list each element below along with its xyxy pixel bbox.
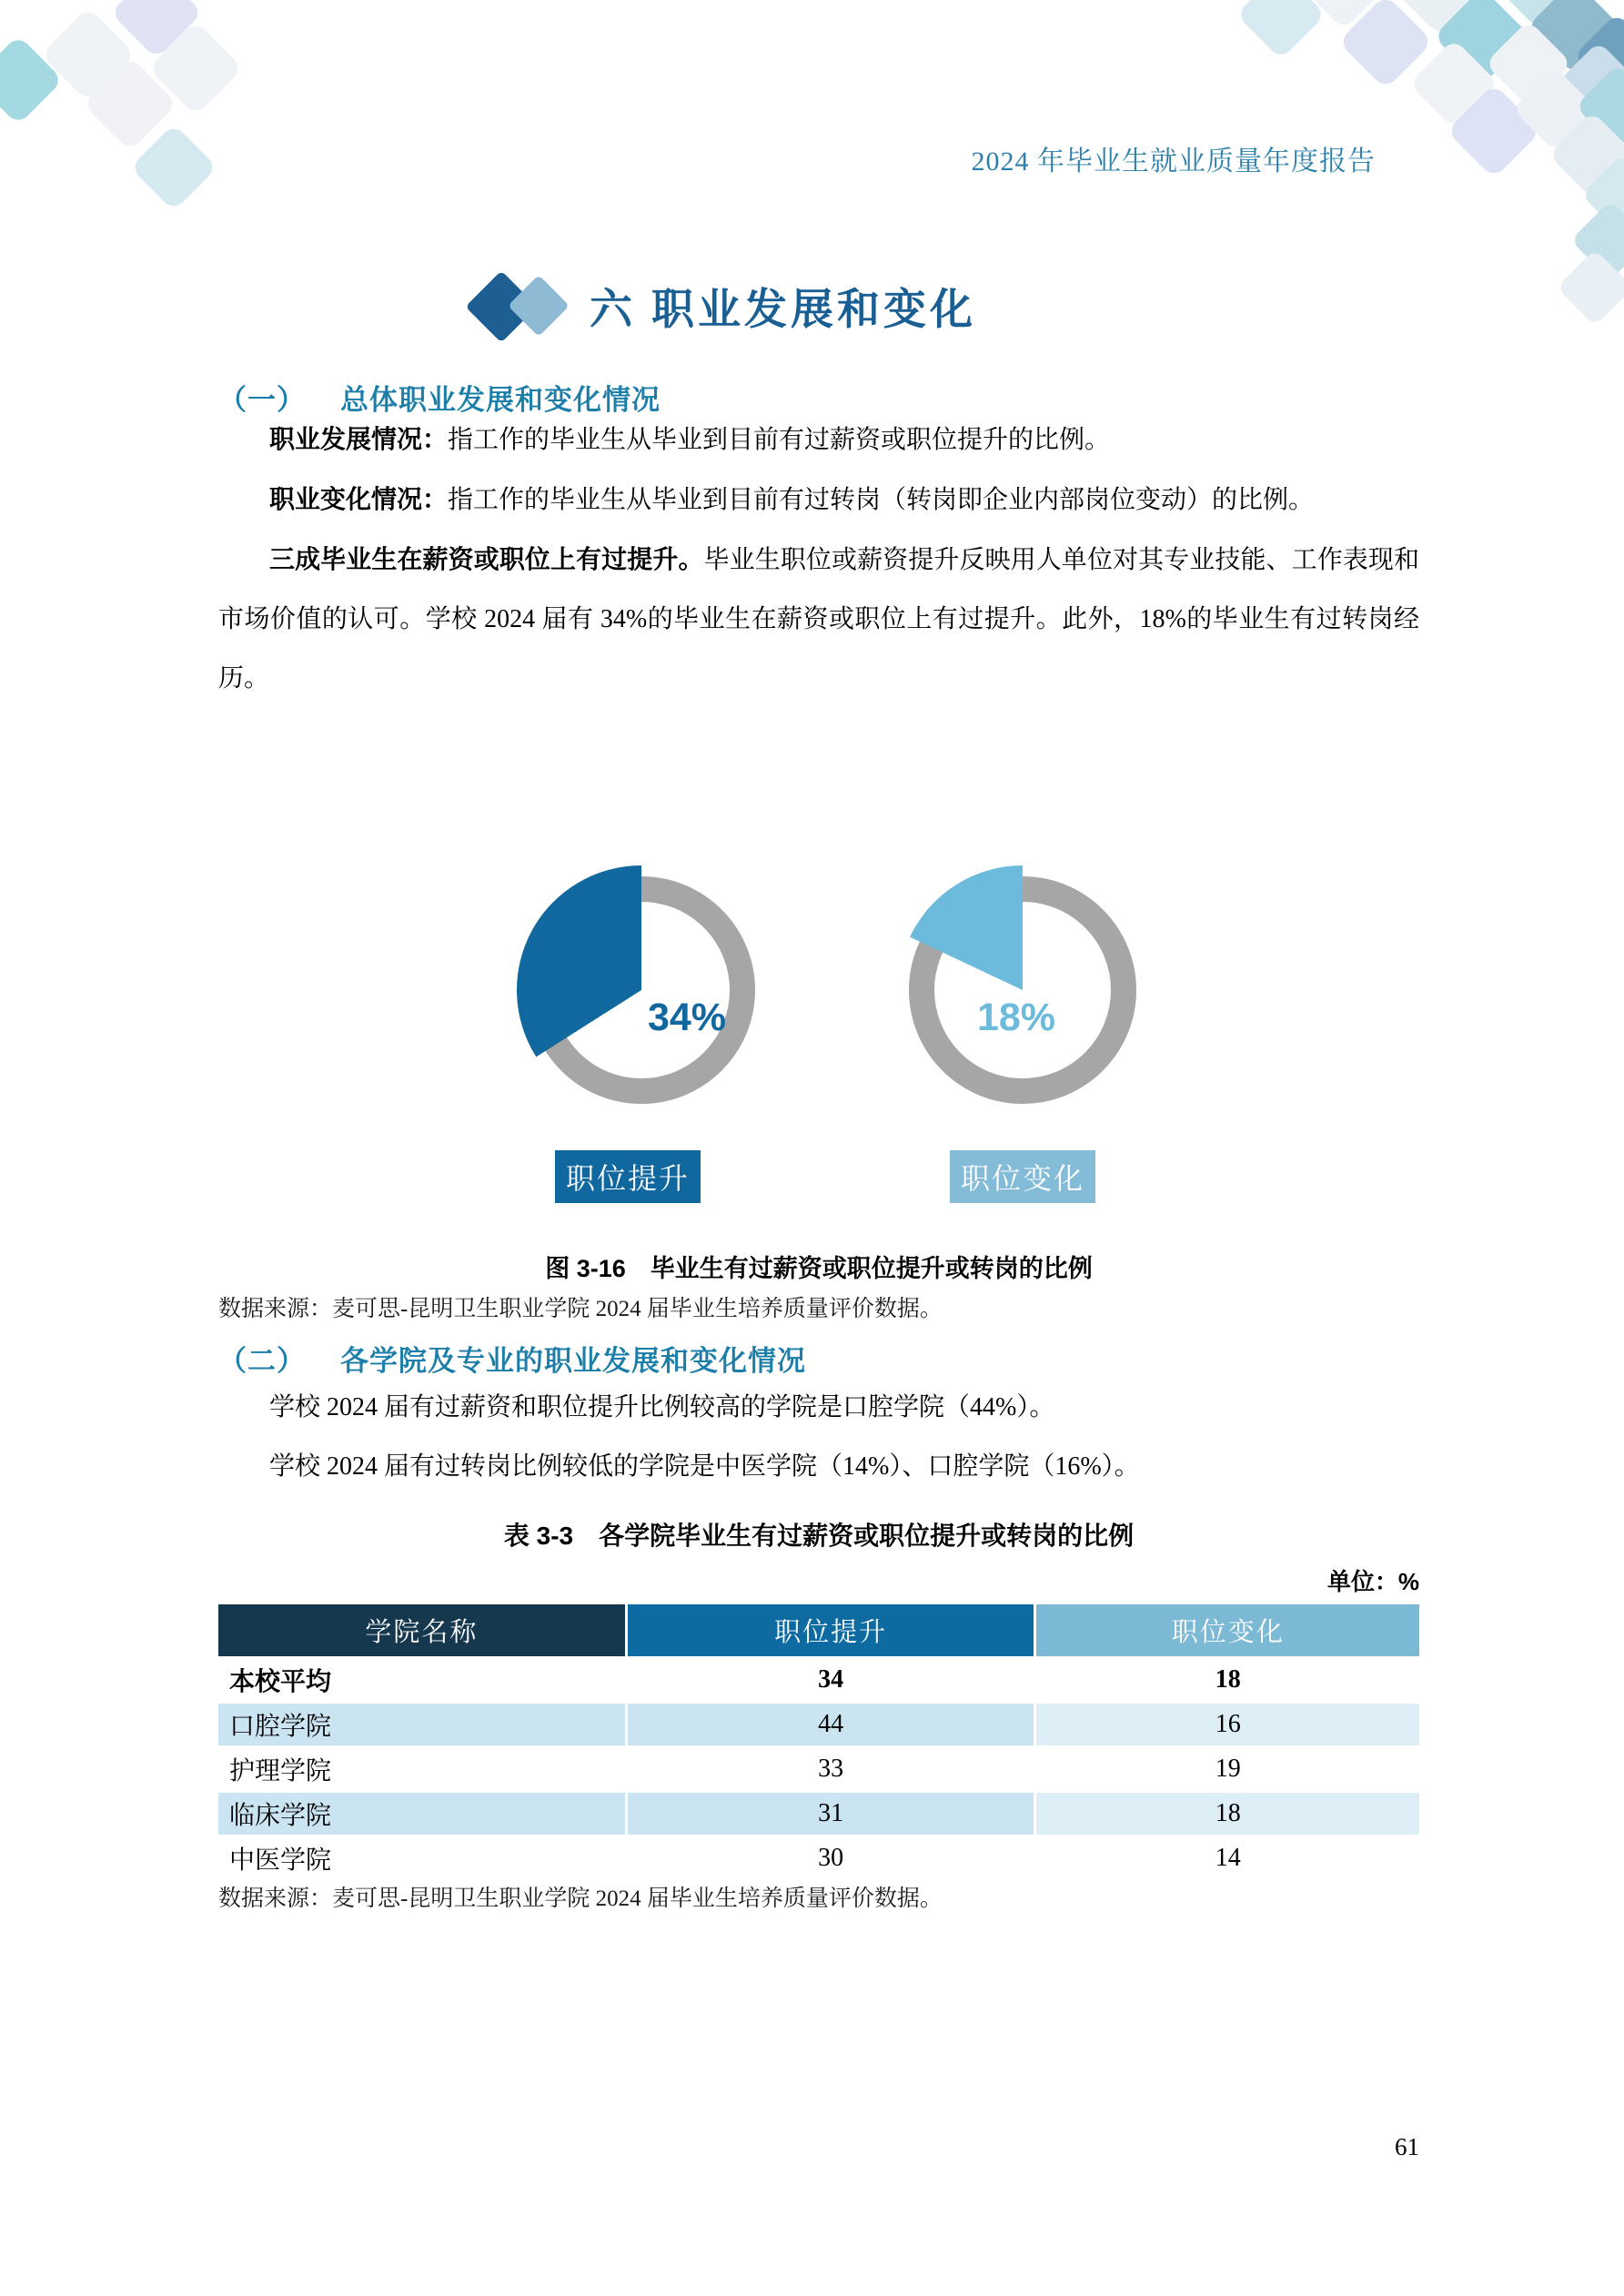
paragraph — [218, 470, 1419, 530]
figure-caption: 图 3-16 毕业生有过薪资或职位提升或转岗的比例 — [545, 1255, 1093, 1282]
college-table — [216, 1602, 1422, 1882]
paragraph: 学校 2024 届有过转岗比例较低的学院是中医学院（14%）、口腔学院（16%）。 — [269, 1452, 1140, 1481]
transfer-value-cell: 18 — [1036, 1659, 1419, 1701]
college-name-cell: 本校平均 — [218, 1659, 625, 1701]
running-header: 2024 年毕业生就业质量年度报告 — [971, 147, 1376, 177]
pie-svg — [868, 835, 1177, 1145]
table-data-source: 数据来源：麦可思-昆明卫生职业学院 2024 届毕业生培养质量评价数据。 — [218, 1886, 943, 1911]
college-name-cell: 中医学院 — [218, 1837, 625, 1879]
table-header-promotion: 职位提升 — [628, 1604, 1034, 1656]
section1-number: （一） — [218, 384, 306, 416]
paragraph-lead: 三成毕业生在薪资或职位上有过提升。 — [269, 545, 704, 573]
table-header-transfer: 职位变化 — [1036, 1604, 1419, 1656]
page-number: 61 — [1395, 2133, 1419, 2160]
college-name-cell: 口腔学院 — [218, 1704, 625, 1745]
chart-legend-transfer: 职位变化 — [950, 1150, 1095, 1203]
section2-number: （二） — [218, 1345, 306, 1377]
paragraph-text: 毕业生职位或薪资提升反映用人单位对其专业技能、工作表现和市场价值的认可。学校 2024 届有 34%的毕业生在薪资或职位上有过提升。此外，18%的毕业生有过转岗经历。 — [218, 546, 1419, 693]
promotion-value-cell: 30 — [628, 1837, 1034, 1879]
table-row — [218, 1704, 1419, 1745]
table-row — [218, 1837, 1419, 1879]
figure-data-source: 数据来源：麦可思-昆明卫生职业学院 2024 届毕业生培养质量评价数据。 — [218, 1297, 943, 1321]
diamond-light-icon — [508, 275, 570, 337]
pie-svg — [487, 835, 796, 1145]
table-body — [218, 1659, 1419, 1879]
promotion-value-cell: 31 — [628, 1793, 1034, 1835]
section2-heading — [218, 1338, 806, 1379]
promotion-value-cell: 34 — [628, 1659, 1034, 1701]
college-name-cell: 临床学院 — [218, 1793, 625, 1835]
table-row — [218, 1793, 1419, 1835]
table-header-college: 学院名称 — [218, 1604, 625, 1656]
section2-title: 各学院及专业的职业发展和变化情况 — [340, 1345, 806, 1377]
paragraph — [218, 410, 1419, 470]
promotion-value-cell: 44 — [628, 1704, 1034, 1745]
section2-body — [218, 1378, 1419, 1496]
donut-chart-transfer — [868, 835, 1177, 1145]
decor-square — [1236, 0, 1326, 59]
promotion-value-cell: 33 — [628, 1748, 1034, 1790]
pie-value-label: 18% — [976, 996, 1056, 1039]
page-title: 六 职业发展和变化 — [590, 285, 977, 333]
transfer-value-cell: 18 — [1036, 1793, 1419, 1835]
table-unit-label: 单位：% — [1326, 1568, 1419, 1595]
section1-body — [218, 410, 1419, 708]
paragraph — [218, 530, 1419, 708]
transfer-value-cell: 14 — [1036, 1837, 1419, 1879]
pie-value-label: 34% — [647, 996, 727, 1039]
paragraph-text: 指工作的毕业生从毕业到目前有过转岗（转岗即企业内部岗位变动）的比例。 — [448, 486, 1315, 514]
table-row — [218, 1748, 1419, 1790]
section1-title: 总体职业发展和变化情况 — [340, 384, 661, 416]
paragraph: 学校 2024 届有过薪资和职位提升比例较高的学院是口腔学院（44%）。 — [269, 1393, 1055, 1421]
college-name-cell: 护理学院 — [218, 1748, 625, 1790]
paragraph-text: 指工作的毕业生从毕业到目前有过薪资或职位提升的比例。 — [448, 426, 1111, 454]
transfer-value-cell: 19 — [1036, 1748, 1419, 1790]
paragraph-lead: 职业变化情况： — [269, 485, 449, 513]
table-header — [218, 1604, 1419, 1656]
pie-slice — [517, 865, 641, 1057]
table-title: 表 3-3 各学院毕业生有过薪资或职位提升或转岗的比例 — [503, 1522, 1135, 1550]
transfer-value-cell: 16 — [1036, 1704, 1419, 1745]
chart-legend-promotion: 职位提升 — [555, 1150, 701, 1203]
donut-chart-promotion — [487, 835, 796, 1145]
paragraph-lead: 职业发展情况： — [269, 425, 449, 453]
table-row — [218, 1659, 1419, 1701]
title-diamonds-icon — [471, 273, 590, 350]
